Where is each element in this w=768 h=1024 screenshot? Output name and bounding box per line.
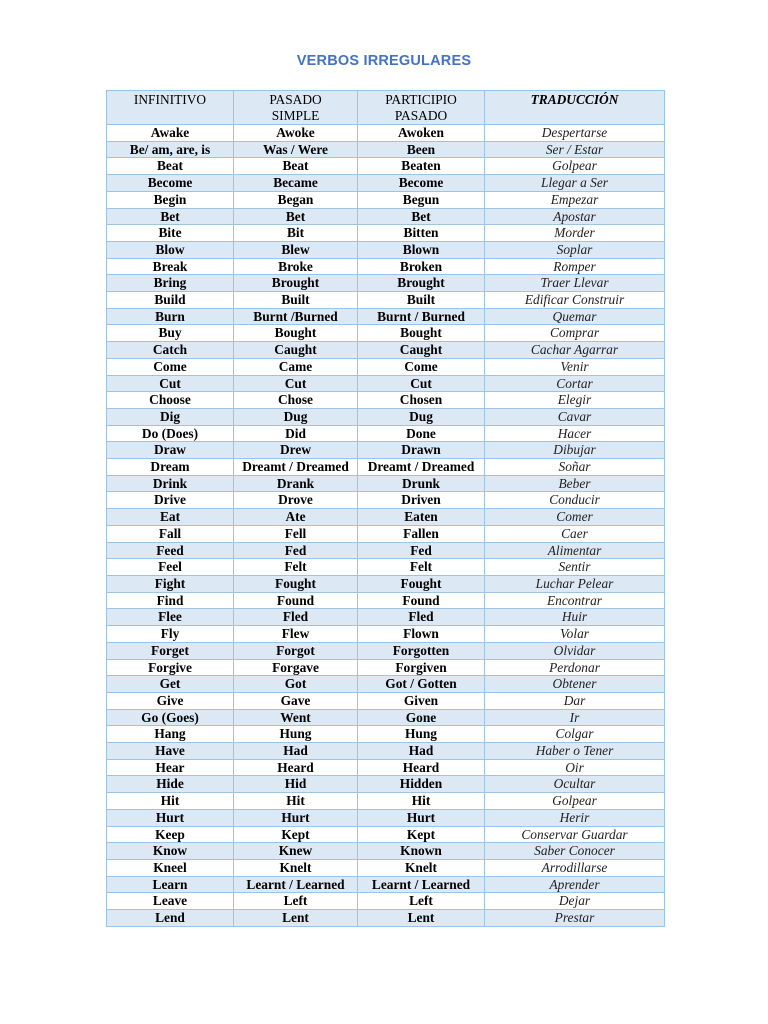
table-row <box>107 191 665 208</box>
cell-pasado-simple: Knelt <box>234 859 358 876</box>
cell-traduccion: Sentir <box>485 559 665 576</box>
cell-participio-pasado: Eaten <box>358 509 485 526</box>
cell-infinitivo: Choose <box>107 392 234 409</box>
cell-infinitivo: Hurt <box>107 809 234 826</box>
cell-traduccion: Comer <box>485 509 665 526</box>
cell-infinitivo: Do (Does) <box>107 425 234 442</box>
cell-participio-pasado: Left <box>358 893 485 910</box>
cell-infinitivo: Dream <box>107 459 234 476</box>
cell-pasado-simple: Bought <box>234 325 358 342</box>
cell-participio-pasado: Bought <box>358 325 485 342</box>
cell-participio-pasado: Caught <box>358 342 485 359</box>
cell-participio-pasado: Found <box>358 592 485 609</box>
cell-traduccion: Ser / Estar <box>485 141 665 158</box>
cell-pasado-simple: Built <box>234 292 358 309</box>
cell-infinitivo: Keep <box>107 826 234 843</box>
table-row <box>107 626 665 643</box>
cell-participio-pasado: Kept <box>358 826 485 843</box>
cell-traduccion: Comprar <box>485 325 665 342</box>
cell-participio-pasado: Drawn <box>358 442 485 459</box>
cell-traduccion: Soplar <box>485 241 665 258</box>
table-row <box>107 759 665 776</box>
cell-infinitivo: Hide <box>107 776 234 793</box>
table-row <box>107 642 665 659</box>
table-row <box>107 141 665 158</box>
cell-traduccion: Quemar <box>485 308 665 325</box>
cell-infinitivo: Become <box>107 175 234 192</box>
cell-pasado-simple: Went <box>234 709 358 726</box>
table-row <box>107 392 665 409</box>
cell-infinitivo: Fall <box>107 525 234 542</box>
cell-infinitivo: Hit <box>107 793 234 810</box>
cell-traduccion: Golpear <box>485 158 665 175</box>
cell-participio-pasado: Become <box>358 175 485 192</box>
cell-infinitivo: Find <box>107 592 234 609</box>
table-row <box>107 459 665 476</box>
cell-pasado-simple: Fought <box>234 575 358 592</box>
table-row <box>107 158 665 175</box>
cell-pasado-simple: Broke <box>234 258 358 275</box>
cell-traduccion: Dejar <box>485 893 665 910</box>
cell-pasado-simple: Ate <box>234 509 358 526</box>
table-row <box>107 175 665 192</box>
table-row <box>107 542 665 559</box>
cell-traduccion: Luchar Pelear <box>485 575 665 592</box>
cell-traduccion: Ir <box>485 709 665 726</box>
table-row <box>107 559 665 576</box>
cell-infinitivo: Feed <box>107 542 234 559</box>
table-row <box>107 859 665 876</box>
table-row <box>107 342 665 359</box>
table-row <box>107 442 665 459</box>
cell-pasado-simple: Hung <box>234 726 358 743</box>
table-row <box>107 793 665 810</box>
table-row <box>107 125 665 142</box>
cell-pasado-simple: Burnt /Burned <box>234 308 358 325</box>
cell-participio-pasado: Chosen <box>358 392 485 409</box>
cell-participio-pasado: Driven <box>358 492 485 509</box>
cell-infinitivo: Drive <box>107 492 234 509</box>
cell-infinitivo: Begin <box>107 191 234 208</box>
cell-participio-pasado: Flown <box>358 626 485 643</box>
cell-pasado-simple: Had <box>234 743 358 760</box>
cell-infinitivo: Flee <box>107 609 234 626</box>
cell-participio-pasado: Got / Gotten <box>358 676 485 693</box>
cell-pasado-simple: Hurt <box>234 809 358 826</box>
cell-participio-pasado: Been <box>358 141 485 158</box>
cell-infinitivo: Drink <box>107 475 234 492</box>
cell-participio-pasado: Knelt <box>358 859 485 876</box>
cell-pasado-simple: Drew <box>234 442 358 459</box>
cell-participio-pasado: Forgotten <box>358 642 485 659</box>
cell-pasado-simple: Cut <box>234 375 358 392</box>
table-row <box>107 592 665 609</box>
cell-infinitivo: Get <box>107 676 234 693</box>
cell-participio-pasado: Done <box>358 425 485 442</box>
table-row <box>107 609 665 626</box>
cell-participio-pasado: Fallen <box>358 525 485 542</box>
cell-infinitivo: Build <box>107 292 234 309</box>
cell-pasado-simple: Dug <box>234 408 358 425</box>
table-row <box>107 375 665 392</box>
cell-pasado-simple: Began <box>234 191 358 208</box>
table-row <box>107 308 665 325</box>
cell-pasado-simple: Blew <box>234 241 358 258</box>
cell-infinitivo: Break <box>107 258 234 275</box>
cell-participio-pasado: Fought <box>358 575 485 592</box>
cell-pasado-simple: Brought <box>234 275 358 292</box>
cell-pasado-simple: Awoke <box>234 125 358 142</box>
table-row <box>107 408 665 425</box>
cell-traduccion: Cavar <box>485 408 665 425</box>
cell-participio-pasado: Burnt / Burned <box>358 308 485 325</box>
cell-participio-pasado: Gone <box>358 709 485 726</box>
cell-participio-pasado: Dreamt / Dreamed <box>358 459 485 476</box>
cell-pasado-simple: Gave <box>234 692 358 709</box>
cell-participio-pasado: Hit <box>358 793 485 810</box>
cell-traduccion: Volar <box>485 626 665 643</box>
cell-infinitivo: Bite <box>107 225 234 242</box>
cell-participio-pasado: Dug <box>358 408 485 425</box>
table-row <box>107 726 665 743</box>
cell-pasado-simple: Fled <box>234 609 358 626</box>
table-row <box>107 676 665 693</box>
table-row <box>107 292 665 309</box>
cell-infinitivo: Hear <box>107 759 234 776</box>
header-participio-pasado: PARTICIPIO PASADO <box>358 91 485 125</box>
cell-traduccion: Arrodillarse <box>485 859 665 876</box>
cell-infinitivo: Have <box>107 743 234 760</box>
cell-infinitivo: Come <box>107 358 234 375</box>
cell-traduccion: Hacer <box>485 425 665 442</box>
cell-participio-pasado: Beaten <box>358 158 485 175</box>
cell-participio-pasado: Hurt <box>358 809 485 826</box>
cell-traduccion: Ocultar <box>485 776 665 793</box>
cell-pasado-simple: Caught <box>234 342 358 359</box>
cell-infinitivo: Dig <box>107 408 234 425</box>
table-row <box>107 826 665 843</box>
table-row <box>107 809 665 826</box>
cell-traduccion: Edificar Construir <box>485 292 665 309</box>
cell-infinitivo: Buy <box>107 325 234 342</box>
table-row <box>107 425 665 442</box>
table-row <box>107 475 665 492</box>
table-row <box>107 258 665 275</box>
cell-pasado-simple: Lent <box>234 910 358 927</box>
cell-traduccion: Morder <box>485 225 665 242</box>
cell-infinitivo: Know <box>107 843 234 860</box>
cell-traduccion: Herir <box>485 809 665 826</box>
cell-traduccion: Dar <box>485 692 665 709</box>
cell-traduccion: Elegir <box>485 392 665 409</box>
table-row <box>107 692 665 709</box>
cell-traduccion: Dibujar <box>485 442 665 459</box>
cell-infinitivo: Hang <box>107 726 234 743</box>
cell-participio-pasado: Built <box>358 292 485 309</box>
cell-pasado-simple: Came <box>234 358 358 375</box>
cell-pasado-simple: Did <box>234 425 358 442</box>
cell-traduccion: Perdonar <box>485 659 665 676</box>
cell-traduccion: Encontrar <box>485 592 665 609</box>
page-title: VERBOS IRREGULARES <box>296 53 472 69</box>
cell-infinitivo: Learn <box>107 876 234 893</box>
cell-participio-pasado: Drunk <box>358 475 485 492</box>
cell-participio-pasado: Brought <box>358 275 485 292</box>
cell-pasado-simple: Got <box>234 676 358 693</box>
cell-participio-pasado: Broken <box>358 258 485 275</box>
cell-infinitivo: Feel <box>107 559 234 576</box>
cell-traduccion: Venir <box>485 358 665 375</box>
cell-traduccion: Beber <box>485 475 665 492</box>
cell-traduccion: Haber o Tener <box>485 743 665 760</box>
cell-pasado-simple: Was / Were <box>234 141 358 158</box>
cell-traduccion: Conducir <box>485 492 665 509</box>
header-infinitivo: INFINITIVO <box>107 91 234 125</box>
cell-infinitivo: Burn <box>107 308 234 325</box>
cell-pasado-simple: Chose <box>234 392 358 409</box>
cell-traduccion: Cortar <box>485 375 665 392</box>
cell-participio-pasado: Had <box>358 743 485 760</box>
table-body <box>107 125 665 927</box>
cell-pasado-simple: Flew <box>234 626 358 643</box>
cell-participio-pasado: Fed <box>358 542 485 559</box>
cell-infinitivo: Eat <box>107 509 234 526</box>
cell-pasado-simple: Beat <box>234 158 358 175</box>
cell-infinitivo: Catch <box>107 342 234 359</box>
cell-pasado-simple: Dreamt / Dreamed <box>234 459 358 476</box>
cell-participio-pasado: Bitten <box>358 225 485 242</box>
cell-traduccion: Aprender <box>485 876 665 893</box>
table-row <box>107 893 665 910</box>
cell-pasado-simple: Forgot <box>234 642 358 659</box>
header-pasado-simple: PASADO SIMPLE <box>234 91 358 125</box>
table-row <box>107 709 665 726</box>
cell-pasado-simple: Bet <box>234 208 358 225</box>
table-row <box>107 275 665 292</box>
cell-infinitivo: Cut <box>107 375 234 392</box>
table-row <box>107 659 665 676</box>
cell-participio-pasado: Hidden <box>358 776 485 793</box>
cell-infinitivo: Lend <box>107 910 234 927</box>
cell-participio-pasado: Blown <box>358 241 485 258</box>
cell-participio-pasado: Hung <box>358 726 485 743</box>
cell-participio-pasado: Heard <box>358 759 485 776</box>
table-row <box>107 225 665 242</box>
table-header-row <box>107 91 665 125</box>
table-row <box>107 325 665 342</box>
cell-pasado-simple: Left <box>234 893 358 910</box>
cell-traduccion: Romper <box>485 258 665 275</box>
table-row <box>107 575 665 592</box>
header-traduccion: TRADUCCIÓN <box>485 91 665 125</box>
cell-participio-pasado: Come <box>358 358 485 375</box>
cell-participio-pasado: Lent <box>358 910 485 927</box>
cell-participio-pasado: Forgiven <box>358 659 485 676</box>
cell-traduccion: Saber Conocer <box>485 843 665 860</box>
cell-infinitivo: Forgive <box>107 659 234 676</box>
cell-traduccion: Colgar <box>485 726 665 743</box>
cell-participio-pasado: Known <box>358 843 485 860</box>
table-row <box>107 208 665 225</box>
cell-infinitivo: Blow <box>107 241 234 258</box>
cell-traduccion: Oir <box>485 759 665 776</box>
table-row <box>107 910 665 927</box>
cell-infinitivo: Fly <box>107 626 234 643</box>
cell-pasado-simple: Fell <box>234 525 358 542</box>
cell-infinitivo: Go (Goes) <box>107 709 234 726</box>
cell-traduccion: Huir <box>485 609 665 626</box>
cell-pasado-simple: Drank <box>234 475 358 492</box>
cell-pasado-simple: Forgave <box>234 659 358 676</box>
cell-infinitivo: Fight <box>107 575 234 592</box>
cell-traduccion: Obtener <box>485 676 665 693</box>
cell-infinitivo: Beat <box>107 158 234 175</box>
cell-traduccion: Golpear <box>485 793 665 810</box>
table-row <box>107 492 665 509</box>
cell-pasado-simple: Found <box>234 592 358 609</box>
cell-participio-pasado: Learnt / Learned <box>358 876 485 893</box>
cell-pasado-simple: Fed <box>234 542 358 559</box>
cell-traduccion: Prestar <box>485 910 665 927</box>
cell-pasado-simple: Felt <box>234 559 358 576</box>
cell-infinitivo: Leave <box>107 893 234 910</box>
cell-participio-pasado: Cut <box>358 375 485 392</box>
cell-pasado-simple: Heard <box>234 759 358 776</box>
cell-traduccion: Empezar <box>485 191 665 208</box>
irregular-verbs-table <box>106 90 665 927</box>
cell-participio-pasado: Bet <box>358 208 485 225</box>
cell-pasado-simple: Kept <box>234 826 358 843</box>
cell-infinitivo: Be/ am, are, is <box>107 141 234 158</box>
cell-infinitivo: Draw <box>107 442 234 459</box>
cell-pasado-simple: Drove <box>234 492 358 509</box>
cell-traduccion: Olvidar <box>485 642 665 659</box>
table-row <box>107 843 665 860</box>
table-row <box>107 876 665 893</box>
cell-infinitivo: Forget <box>107 642 234 659</box>
cell-infinitivo: Awake <box>107 125 234 142</box>
cell-infinitivo: Kneel <box>107 859 234 876</box>
cell-pasado-simple: Learnt / Learned <box>234 876 358 893</box>
cell-pasado-simple: Hid <box>234 776 358 793</box>
cell-traduccion: Despertarse <box>485 125 665 142</box>
cell-participio-pasado: Begun <box>358 191 485 208</box>
cell-traduccion: Apostar <box>485 208 665 225</box>
table-row <box>107 776 665 793</box>
cell-participio-pasado: Given <box>358 692 485 709</box>
cell-traduccion: Cachar Agarrar <box>485 342 665 359</box>
cell-pasado-simple: Bit <box>234 225 358 242</box>
table-row <box>107 525 665 542</box>
cell-participio-pasado: Awoken <box>358 125 485 142</box>
cell-pasado-simple: Hit <box>234 793 358 810</box>
cell-pasado-simple: Knew <box>234 843 358 860</box>
cell-traduccion: Soñar <box>485 459 665 476</box>
cell-traduccion: Conservar Guardar <box>485 826 665 843</box>
table-row <box>107 358 665 375</box>
table-row <box>107 743 665 760</box>
table-row <box>107 241 665 258</box>
cell-pasado-simple: Became <box>234 175 358 192</box>
cell-traduccion: Llegar a Ser <box>485 175 665 192</box>
cell-traduccion: Traer Llevar <box>485 275 665 292</box>
cell-traduccion: Alimentar <box>485 542 665 559</box>
cell-participio-pasado: Felt <box>358 559 485 576</box>
cell-infinitivo: Give <box>107 692 234 709</box>
cell-infinitivo: Bet <box>107 208 234 225</box>
cell-infinitivo: Bring <box>107 275 234 292</box>
table-row <box>107 509 665 526</box>
cell-traduccion: Caer <box>485 525 665 542</box>
cell-participio-pasado: Fled <box>358 609 485 626</box>
